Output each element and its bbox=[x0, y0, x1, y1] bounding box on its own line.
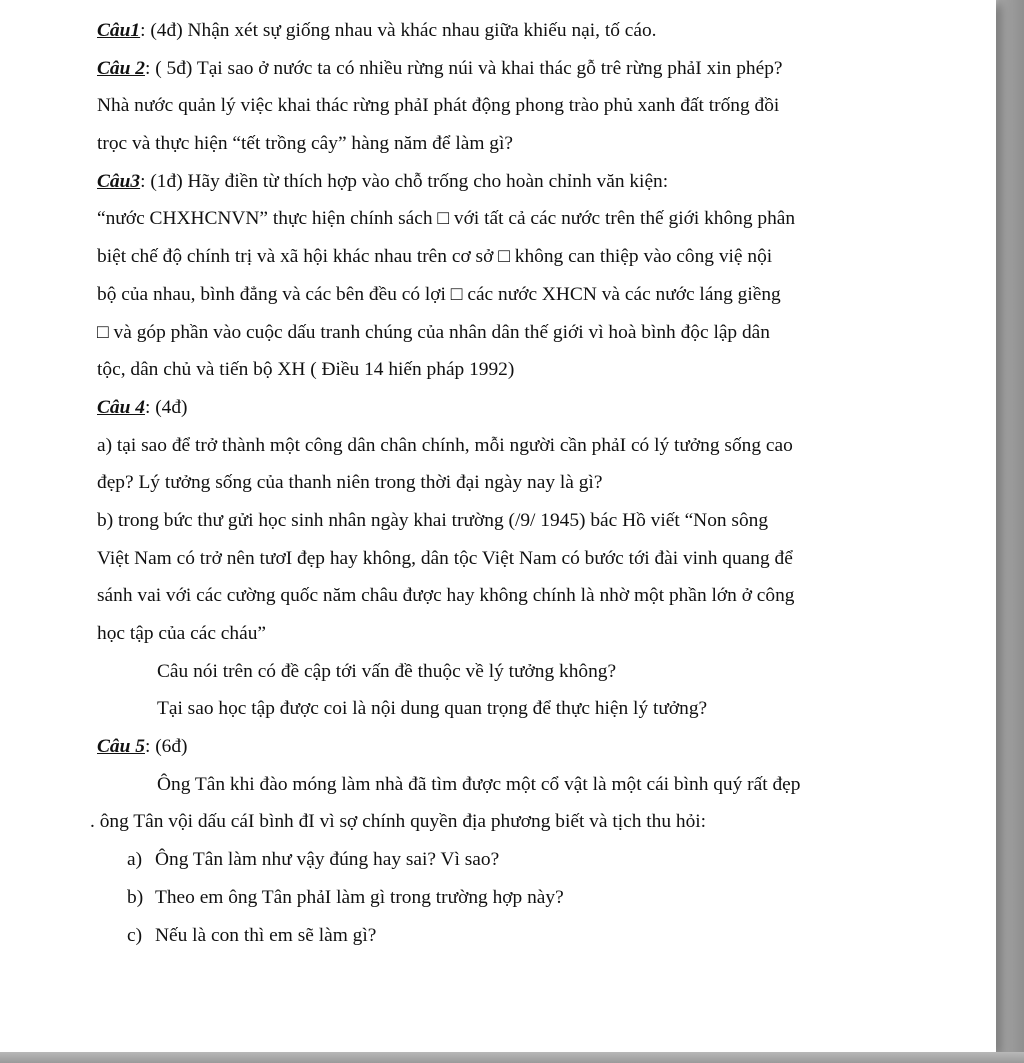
document-content bbox=[90, 17, 917, 959]
question-5-item-a bbox=[97, 846, 917, 884]
question-2 bbox=[97, 55, 917, 93]
list-item-text: Nếu là con thì em sẽ làm gì? bbox=[155, 924, 377, 946]
question-3 bbox=[97, 168, 917, 206]
question-4a-line-1: a) tại sao để trở thành một công dân chân chính, mỗi người cần phảI có lý tưởng sống cao bbox=[97, 434, 793, 456]
question-5-paragraph-line-2: . ông Tân vội dấu cáI bình đI vì sợ chính quyền địa phương biết và tịch thu hỏi: bbox=[90, 811, 707, 833]
list-marker: c) bbox=[127, 924, 143, 946]
page-bottom-shadow bbox=[0, 1052, 1024, 1063]
list-marker: b) bbox=[127, 886, 144, 908]
question-3-text-line-3: biệt chế độ chính trị và xã hội khác nhau trên cơ sở □ không can thiệp vào công việ nội bbox=[97, 246, 773, 268]
question-4-label: Câu 4 bbox=[97, 396, 145, 418]
question-4b-sub-1: Câu nói trên có đề cập tới vấn đề thuộc về lý tưởng không? bbox=[157, 660, 617, 682]
question-2-label: Câu 2 bbox=[97, 57, 145, 79]
question-2-text-line-1: : ( 5đ) Tại sao ở nước ta có nhiều rừng núi và khai thác gỗ trê rừng phảI xin phép? bbox=[144, 57, 783, 79]
question-4b-line-1: b) trong bức thư gửi học sinh nhân ngày khai trường (/9/ 1945) bác Hồ viết “Non sông bbox=[97, 509, 769, 531]
question-5-item-c bbox=[97, 922, 917, 960]
question-1 bbox=[97, 17, 917, 55]
question-5 bbox=[97, 733, 917, 771]
question-2-text-line-3: trọc và thực hiện “tết trồng cây” hàng năm để làm gì? bbox=[97, 133, 513, 155]
question-2-text-line-2: Nhà nước quản lý việc khai thác rừng phảI phát động phong trào phủ xanh đất trống đồi bbox=[97, 95, 780, 117]
question-5-points: : (6đ) bbox=[144, 736, 188, 758]
list-item-text: Ông Tân làm như vậy đúng hay sai? Vì sao? bbox=[155, 849, 500, 871]
question-4a-line-2: đẹp? Lý tưởng sống của thanh niên trong thời đại ngày nay là gì? bbox=[97, 472, 603, 494]
list-item-text: Theo em ông Tân phảI làm gì trong trường hợp này? bbox=[155, 886, 564, 908]
question-1-text: : (4đ) Nhận xét sự giống nhau và khác nhau giữa khiếu nại, tố cáo. bbox=[140, 20, 657, 41]
question-1-label: Câu1 bbox=[97, 20, 141, 41]
question-4b-line-3: sánh vai với các cường quốc năm châu được hay không chính là nhờ một phần lớn ở công bbox=[97, 585, 795, 607]
question-3-text-line-5: □ và góp phần vào cuộc dấu tranh chúng của nhân dân thế giới vì hoà bình độc lập dân bbox=[97, 321, 770, 343]
question-3-text-line-1: : (1đ) Hãy điền từ thích hợp vào chỗ trống cho hoàn chỉnh văn kiện: bbox=[140, 170, 669, 192]
question-3-text-line-6: tộc, dân chủ và tiến bộ XH ( Điều 14 hiến pháp 1992) bbox=[97, 359, 515, 381]
question-4b-line-2: Việt Nam có trở nên tươI đẹp hay không, dân tộc Việt Nam có bước tới đài vinh quang để bbox=[97, 547, 793, 569]
list-marker: a) bbox=[127, 849, 143, 871]
question-3-text-line-4: bộ của nhau, bình đẳng và các bên đều có lợi □ các nước XHCN và các nước láng giềng bbox=[97, 283, 781, 305]
question-4-points: : (4đ) bbox=[144, 396, 188, 418]
question-4b-line-4: học tập của các cháu” bbox=[97, 623, 267, 644]
question-5-paragraph-line-1: Ông Tân khi đào móng làm nhà đã tìm được một cổ vật là một cái bình quý rất đẹp bbox=[157, 773, 801, 795]
question-3-label: Câu3 bbox=[97, 170, 141, 192]
question-4 bbox=[97, 394, 917, 432]
question-3-text-line-2: “nước CHXHCNVN” thực hiện chính sách □ với tất cả các nước trên thế giới không phân bbox=[97, 208, 796, 230]
question-4b-sub-2: Tại sao học tập được coi là nội dung quan trọng để thực hiện lý tưởng? bbox=[157, 698, 708, 720]
question-5-label: Câu 5 bbox=[97, 736, 145, 758]
question-5-item-b bbox=[97, 884, 917, 922]
